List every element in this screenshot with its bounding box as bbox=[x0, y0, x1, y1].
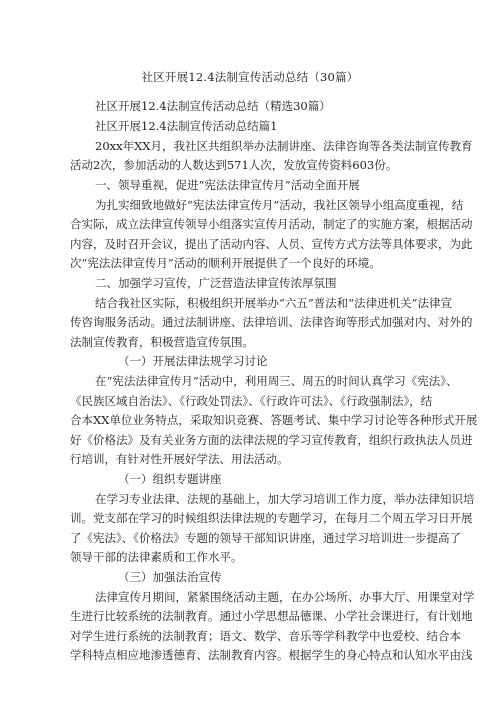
subsection-heading-3: （三）加强法治宣传 bbox=[118, 570, 222, 584]
body-line-14: 行培训，有针对性开展好学法、用法活动。 bbox=[70, 452, 289, 466]
body-line-8: 传咨询服务活动。通过法制讲座、法律培训、法律咨询等形式加强对内、对外的 bbox=[70, 315, 473, 329]
document-subtitle: 社区开展12.4法制宣传活动总结（精选30篇） bbox=[95, 99, 331, 113]
body-line-20: 生进行比较系统的法制教育。通过小学思想品德课、小学社会课进行，有计划地 bbox=[70, 609, 473, 623]
body-line-18: 领导干部的法律素质和工作水平。 bbox=[70, 550, 243, 564]
body-line-22: 学科特点相应地渗透德育、法制教育内容。根据学生的身心特点和认知水平由浅 bbox=[70, 648, 473, 662]
body-line-3: 为扎实细致地做好“宪法法律宣传月”活动，我社区领导小组高度重视，结 bbox=[95, 198, 464, 212]
body-line-2: 活动2次，参加活动的人数达到571人次，发放宣传资料603份。 bbox=[70, 158, 398, 172]
subsection-heading-2: （一）组织专题讲座 bbox=[118, 472, 222, 486]
body-line-21: 对学生进行系统的法制教育；语文、数学、音乐等学科教学中也爱校、结合本 bbox=[70, 629, 461, 643]
body-line-5: 内容，及时召开会议，提出了活动内容、人员、宣传方式方法等具体要求，为此 bbox=[70, 237, 473, 251]
body-line-4: 合实际，成立法律宣传领导小组落实宣传月活动，制定了的实施方案，根据活动 bbox=[70, 217, 473, 231]
body-line-11: 《民族区域自治法》、《行政处罚法》、《行政许可法》、《行政强制法》，结 bbox=[70, 394, 433, 408]
body-line-1: 20xx年XX月，我社区共组织举办法制讲座、法律咨询等各类法制宣传教育 bbox=[95, 139, 473, 153]
body-line-19: 法律宣传月期间，紧紧围绕活动主题，在办公场所、办事大厅、用课堂对学 bbox=[95, 590, 475, 604]
document-title: 社区开展12.4法制宣传活动总结（30篇） bbox=[141, 70, 359, 84]
body-line-17: 了《宪法》、《价格法》专题的领导干部知识讲座，通过学习培训进一步提高了 bbox=[70, 531, 461, 545]
section-title: 社区开展12.4法制宣传活动总结篇1 bbox=[95, 119, 278, 133]
body-line-12: 合本XX单位业务特点，采取知识竞赛、答题考试、集中学习讨论等各种形式开展 bbox=[70, 413, 478, 427]
section-heading-2: 二、加强学习宣传，广泛营造法律宣传浓厚氛围 bbox=[95, 276, 337, 290]
body-line-7: 结合我社区实际，积极组织开展举办“六五”普法和“法律进机关”法律宣 bbox=[95, 296, 453, 310]
section-heading-1: 一、领导重视，促进“宪法法律宣传月”活动全面开展 bbox=[95, 178, 360, 192]
body-line-6: 次“宪法法律宣传月”活动的顺利开展提供了一个良好的环境。 bbox=[70, 256, 381, 270]
body-line-13: 好《价格法》及有关业务方面的法律法规的学习宣传教育，组织行政执法人员进 bbox=[70, 433, 473, 447]
body-line-15: 在学习专业法律、法规的基础上，加大学习培训工作力度，举办法律知识培 bbox=[95, 492, 475, 506]
body-line-9: 法制宣传教育，积极营造宣传氛围。 bbox=[70, 335, 254, 349]
body-line-16: 训。党支部在学习的时候组织法律法规的专题学习，在每月二个周五学习日开展 bbox=[70, 511, 473, 525]
body-line-10: 在“宪法法律宣传月”活动中，利用周三、周五的时间认真学习《宪法》、 bbox=[95, 374, 458, 388]
subsection-heading-1: （一）开展法律法规学习讨论 bbox=[118, 354, 268, 368]
